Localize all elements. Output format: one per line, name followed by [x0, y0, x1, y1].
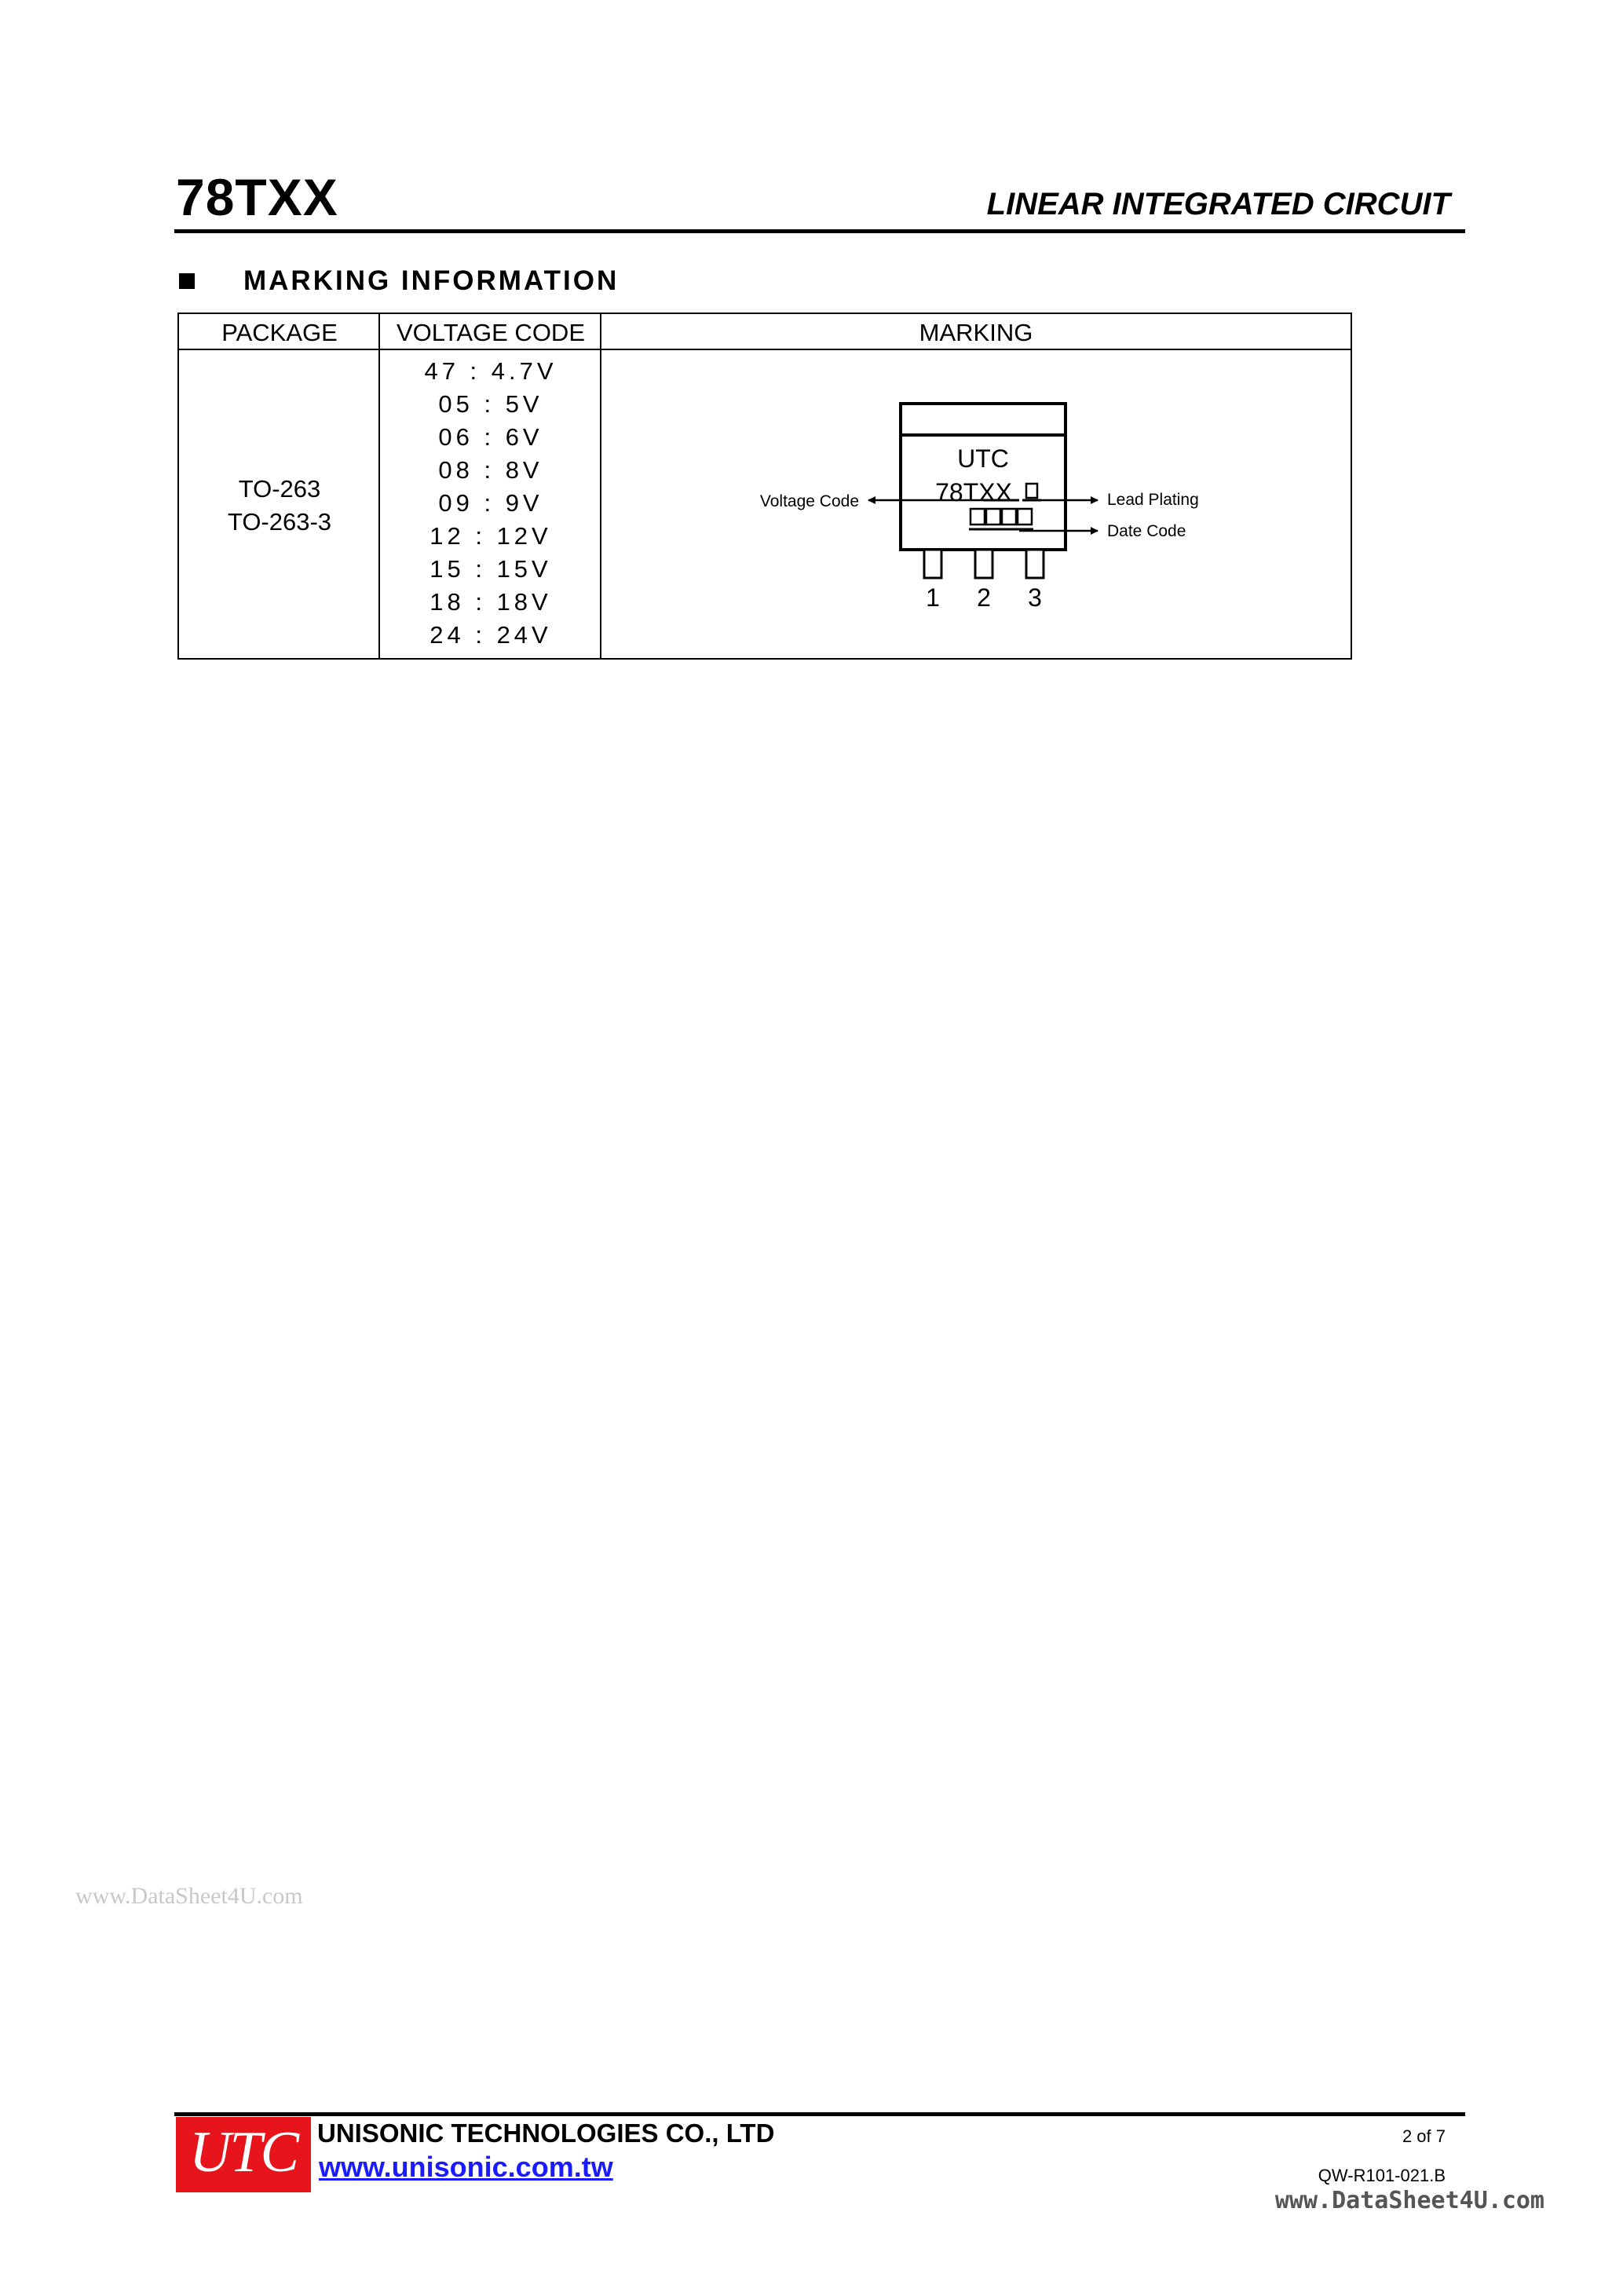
- lead-plating-label: Lead Plating: [1107, 491, 1199, 509]
- pin-1: [924, 550, 941, 578]
- page-number: 2 of 7: [1402, 2126, 1446, 2146]
- table-header-divider: [179, 349, 1351, 350]
- voltage-code-item: 09 : 9V: [438, 489, 543, 517]
- col-header-voltage-code: VOLTAGE CODE: [396, 319, 585, 346]
- voltage-code-item: 15 : 15V: [430, 555, 552, 583]
- voltage-code-item: 05 : 5V: [438, 390, 543, 418]
- section-bullet-icon: [179, 273, 195, 289]
- package-tab: [901, 404, 1066, 435]
- voltage-code-label: Voltage Code: [759, 492, 859, 510]
- pin-number: 1: [926, 583, 940, 612]
- voltage-code-item: 47 : 4.7V: [424, 357, 557, 385]
- col-header-package: PACKAGE: [221, 319, 338, 346]
- voltage-code-item: 24 : 24V: [430, 621, 552, 649]
- voltage-code-item: 12 : 12V: [430, 522, 552, 550]
- col-header-marking: MARKING: [919, 319, 1033, 346]
- pin-3: [1026, 550, 1044, 578]
- watermark: www.DataSheet4U.com: [75, 1883, 303, 1909]
- footer-divider: [174, 2112, 1465, 2116]
- website-link[interactable]: www.unisonic.com.tw: [319, 2151, 613, 2183]
- company-name: UNISONIC TECHNOLOGIES CO., LTD: [317, 2119, 775, 2148]
- voltage-code-item: 18 : 18V: [430, 588, 552, 616]
- package-name: TO-263-3: [227, 508, 332, 536]
- marking-line-2: 78TXX: [935, 478, 1012, 506]
- pin-2: [975, 550, 992, 578]
- pin-number: 3: [1028, 583, 1042, 612]
- voltage-code-item: 08 : 8V: [438, 456, 543, 484]
- document-code: QW-R101-021.B: [1318, 2166, 1446, 2185]
- package-cell: [179, 473, 380, 539]
- marking-line-1: UTC: [957, 444, 1009, 473]
- watermark: www.DataSheet4U.com: [1274, 2187, 1544, 2214]
- marking-diagram: [748, 393, 1250, 628]
- date-code-label: Date Code: [1107, 522, 1186, 540]
- section-title: MARKING INFORMATION: [243, 265, 620, 296]
- package-name: TO-263: [238, 475, 321, 503]
- voltage-code-item: 06 : 6V: [438, 423, 543, 451]
- voltage-code-list: [380, 355, 601, 652]
- header-divider: [174, 229, 1465, 233]
- utc-logo-text: UTC: [189, 2120, 298, 2184]
- document-type: LINEAR INTEGRATED CIRCUIT: [986, 187, 1450, 221]
- part-number: 78TXX: [176, 168, 338, 226]
- pin-number: 2: [977, 583, 991, 612]
